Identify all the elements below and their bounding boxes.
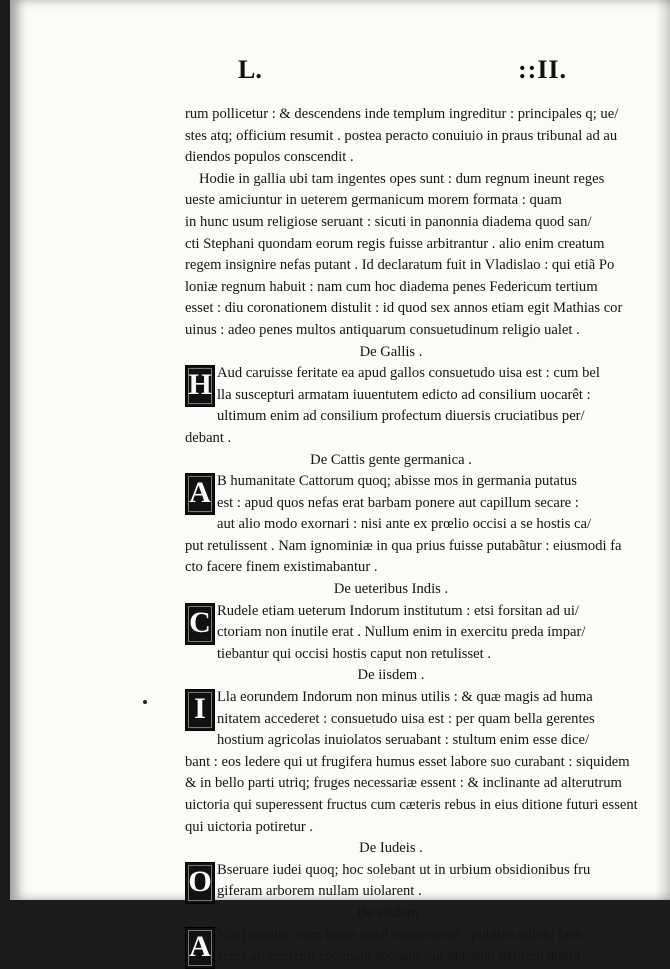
text-line: cti Stephani quondam eorum regis fuisse arbitrantur . alio enim creatum <box>185 235 605 252</box>
text-line: ctoriam non inutile erat . Nullum enim in exercitu preda impar/ <box>217 624 586 641</box>
text-line: ultimum enim ad consilium profectum diuersis cruciatibus per/ <box>217 408 585 425</box>
text-line: hostium agricolas inuiolatos seruabant : stultum enim esse dice/ <box>217 732 590 749</box>
text-line: regem insignire nefas putant . Id declaratum fuit in Vladislao : qui etiã Po <box>185 257 615 274</box>
running-head <box>10 55 670 85</box>
text-line: tiebantur qui occisi hostis caput non retulisset . <box>217 645 491 662</box>
section-heading: De eisdem . <box>356 904 426 921</box>
decorated-initial <box>185 473 215 515</box>
text-line: uinus : adeo penes multos antiquarum consuetudinum religio ualet . <box>185 321 580 338</box>
section-heading: De Iudeis . <box>359 840 423 857</box>
text-line: rum pollicetur : & descendens inde templum ingreditur : principales q; ue/ <box>185 106 619 122</box>
text-line: Nteq manum cum hoste iudei consererent : publico edicto face <box>217 926 583 943</box>
text-line: uictoria qui superessent fructus cum cæteris rebus in eius ditione futuri essent <box>185 797 638 813</box>
text-line: Lla eorundem Indorum non minus utilis : & quæ magis ad huma <box>217 689 593 706</box>
text-line: scere ab exercitu cogebant sponsos qui nondum uxorem domũ <box>217 948 581 965</box>
text-line: aut alio modo exornari : nisi ante ex prœlio occisi a se hostis ca/ <box>217 516 592 533</box>
text-line: diendos populos conscendit . <box>185 149 354 166</box>
book-page <box>10 0 670 965</box>
section-heading: De Gallis . <box>359 343 423 360</box>
text-line: cto facere finem existimabantur . <box>185 559 378 576</box>
ink-dot <box>143 700 147 704</box>
initial-letter: A <box>189 930 211 963</box>
text-line: put retulissent . Nam ignominiæ in qua prius fuisse putabãtur : eiusmodi fa <box>185 537 622 554</box>
initial-letter: H <box>188 368 212 402</box>
section-heading: De ueteribus Indis . <box>333 581 449 598</box>
text-line: ueste amiciuntur in ueterem germanicum morem formata : quam <box>185 192 562 209</box>
text-line: Bseruare iudei quoq; hoc solebant ut in urbium obsidionibus fru <box>217 861 591 878</box>
decorated-initial <box>185 689 215 731</box>
text-line: & in bello parti utriq; fruges necessariæ essent : & inclinante ad alterutrum <box>185 775 622 792</box>
text-line: B humanitate Cattorum quoq; abisse mos in germania putatus <box>217 473 577 490</box>
initial-letter: A <box>189 476 211 510</box>
section-heading: De iisdem . <box>357 667 425 684</box>
text-line: Aud caruisse feritate ea apud gallos consuetudo uisa est : cum bel <box>217 365 600 382</box>
text-line: in hunc usum religiose seruant : sicuti in panonnia diadema quod san/ <box>185 213 592 230</box>
text-line: loniæ regnum habuit : nam cum hoc diadema penes Federicum tertium <box>185 278 598 295</box>
text-line: Rudele etiam ueterum Indorum institutum : etsi forsitan ad ui/ <box>217 602 579 619</box>
text-line: nitatem accederet : consuetudo uisa est : per quam bella gerentes <box>217 710 595 727</box>
decorated-initial <box>185 927 215 969</box>
initial-letter: C <box>189 606 211 639</box>
folio-number: ::II. <box>518 55 568 84</box>
text-line: esset : diu coronationem distulit : id quod sex annos etiam egit Mathias cor <box>185 300 623 317</box>
text-line: stes atq; officium resumit . postea peracto conuiuio in praus tribunal ad au <box>185 127 618 144</box>
running-head-left: L. <box>238 55 262 84</box>
text-line: debant . <box>185 429 232 446</box>
initial-letter: I <box>194 692 206 726</box>
section-heading: De Cattis gente germanica . <box>310 451 472 468</box>
initial-letter: O <box>188 865 212 899</box>
text-line: est : apud quos nefas erat barbam ponere aut capillum secare : <box>217 494 579 511</box>
text-line: lla suscepturi armatam iuuentutem edicto ad consilium uocarêt : <box>217 386 591 403</box>
text-block <box>185 104 638 968</box>
text-line: qui uictoria potiretur . <box>185 818 314 835</box>
decorated-initial <box>185 603 215 645</box>
text-line: giferam arborem nullam uiolarent . <box>217 883 422 900</box>
decorated-initial <box>185 862 215 904</box>
text-line: Hodie in gallia ubi tam ingentes opes sunt : dum regnum ineunt reges <box>199 170 605 187</box>
decorated-initial <box>185 365 215 407</box>
text-line: bant : eos ledere qui ut frugifera humus esset labore suo curabant : siquidem <box>185 753 630 770</box>
